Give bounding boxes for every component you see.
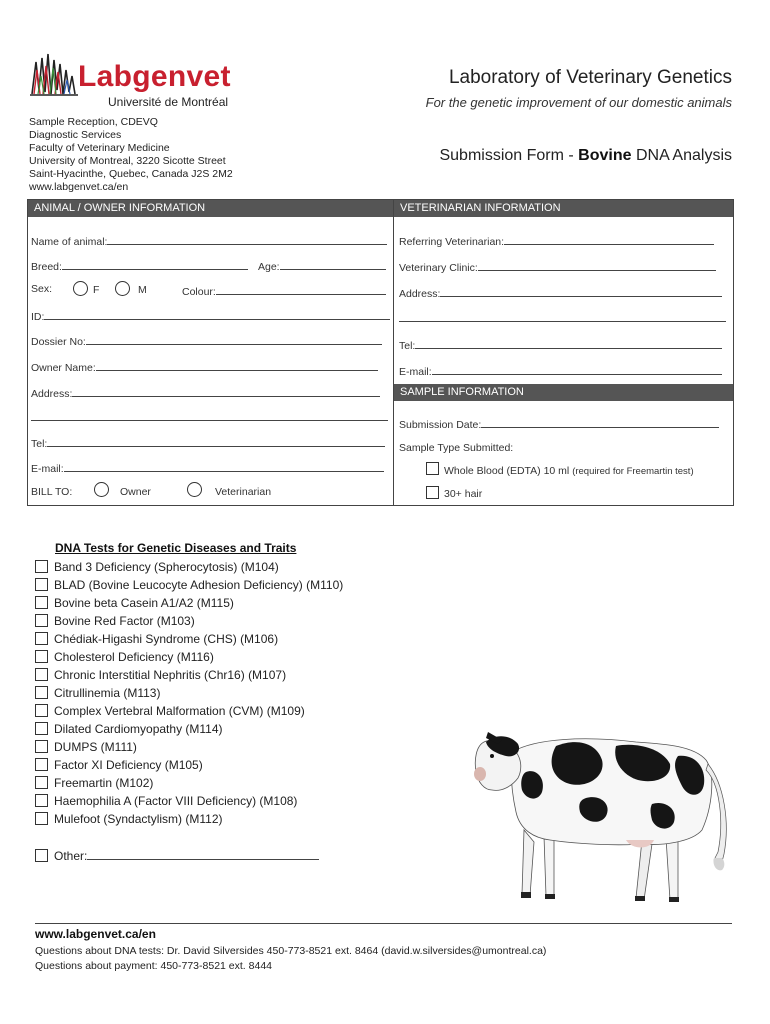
animal-name-field[interactable]	[31, 234, 387, 248]
test-checkbox[interactable]	[35, 758, 48, 771]
address-line: University of Montreal, 3220 Sicotte Street	[29, 155, 226, 167]
dossier-line[interactable]	[86, 334, 382, 345]
hair-checkbox[interactable]	[426, 486, 439, 499]
test-checkbox[interactable]	[35, 704, 48, 717]
dossier-label: Dossier No:	[31, 336, 86, 348]
lab-subtitle: For the genetic improvement of our domestic animals	[425, 95, 732, 110]
veterinarian-header: VETERINARIAN INFORMATION	[394, 200, 733, 217]
vet-email-label: E-mail:	[399, 366, 432, 378]
owner-email-line[interactable]	[64, 461, 384, 472]
test-label: BLAD (Bovine Leucocyte Adhesion Deficiency) (M110)	[54, 578, 344, 592]
age-field[interactable]	[258, 259, 386, 273]
owner-email-field[interactable]	[31, 461, 384, 475]
form-border-right	[733, 199, 734, 506]
test-checkbox[interactable]	[35, 686, 48, 699]
submission-date-label: Submission Date:	[399, 419, 482, 431]
colour-line[interactable]	[216, 284, 386, 295]
form-title-suffix: DNA Analysis	[631, 147, 732, 164]
holstein-cow-image	[466, 712, 756, 912]
id-field[interactable]	[31, 309, 390, 323]
referring-vet-field[interactable]	[399, 234, 714, 248]
lab-title: Laboratory of Veterinary Genetics	[448, 67, 732, 88]
other-test-item[interactable]	[35, 847, 319, 865]
test-item[interactable]	[35, 576, 343, 594]
address-line: Sample Reception, CDEVQ	[29, 116, 158, 128]
test-label: Citrullinemia (M113)	[54, 686, 161, 700]
test-label: Band 3 Deficiency (Spherocytosis) (M104)	[54, 560, 279, 574]
test-item[interactable]	[35, 684, 160, 702]
test-item[interactable]	[35, 666, 286, 684]
vet-address-field[interactable]	[399, 286, 722, 300]
vet-clinic-line[interactable]	[478, 260, 716, 271]
test-checkbox[interactable]	[35, 650, 48, 663]
submission-date-field[interactable]	[399, 417, 719, 431]
bill-owner-label: Owner	[120, 486, 151, 498]
test-label: Haemophilia A (Factor VIII Deficiency) (M108)	[54, 794, 298, 808]
test-label: Factor XI Deficiency (M105)	[54, 758, 203, 772]
test-checkbox[interactable]	[35, 740, 48, 753]
test-item[interactable]	[35, 792, 297, 810]
test-item[interactable]	[35, 738, 137, 756]
referring-vet-line[interactable]	[504, 234, 714, 245]
test-item[interactable]	[35, 630, 278, 648]
breed-field[interactable]	[31, 259, 248, 273]
test-checkbox[interactable]	[35, 722, 48, 735]
test-item[interactable]	[35, 756, 203, 774]
test-checkbox[interactable]	[35, 578, 48, 591]
whole-blood-option	[444, 465, 694, 477]
test-checkbox[interactable]	[35, 812, 48, 825]
test-label: Bovine beta Casein A1/A2 (M115)	[54, 596, 234, 610]
other-checkbox[interactable]	[35, 849, 48, 862]
test-label: Freemartin (M102)	[54, 776, 154, 790]
form-divider	[393, 199, 394, 506]
address-line: www.labgenvet.ca/en	[29, 181, 129, 193]
breed-label: Breed:	[31, 261, 62, 273]
animal-name-line[interactable]	[107, 234, 387, 245]
test-label: Dilated Cardiomyopathy (M114)	[54, 722, 223, 736]
vet-tel-label: Tel:	[399, 340, 416, 352]
test-label: Bovine Red Factor (M103)	[54, 614, 195, 628]
breed-line[interactable]	[62, 259, 248, 270]
id-label: ID:	[31, 311, 45, 323]
bill-vet-radio[interactable]	[187, 482, 202, 497]
address-line: Diagnostic Services	[29, 129, 122, 141]
test-item[interactable]	[35, 774, 153, 792]
sex-m-label: M	[138, 284, 147, 296]
whole-blood-note: (required for Freemartin test)	[572, 466, 694, 477]
vet-address-line[interactable]	[440, 286, 722, 297]
test-item[interactable]	[35, 810, 223, 828]
form-title-prefix: Submission Form -	[439, 147, 579, 164]
owner-tel-field[interactable]	[31, 436, 385, 450]
id-line[interactable]	[44, 309, 390, 320]
other-label: Other:	[54, 849, 88, 863]
test-checkbox[interactable]	[35, 776, 48, 789]
test-checkbox[interactable]	[35, 668, 48, 681]
vet-email-line[interactable]	[432, 364, 722, 375]
test-checkbox[interactable]	[35, 632, 48, 645]
reception-address	[29, 116, 233, 194]
dna-peaks-icon	[30, 50, 80, 100]
test-checkbox[interactable]	[35, 614, 48, 627]
owner-address-line-2[interactable]	[31, 420, 388, 421]
bill-owner-radio[interactable]	[94, 482, 109, 497]
whole-blood-label: Whole Blood (EDTA) 10 ml	[444, 465, 570, 477]
sex-f-label: F	[93, 284, 100, 296]
address-line: Saint-Hyacinthe, Quebec, Canada J2S 2M2	[29, 168, 233, 180]
test-item[interactable]	[35, 594, 234, 612]
sex-f-radio[interactable]	[73, 281, 88, 296]
submission-date-line[interactable]	[481, 417, 719, 428]
test-checkbox[interactable]	[35, 560, 48, 573]
owner-name-field[interactable]	[31, 360, 378, 374]
address-line: Faculty of Veterinary Medicine	[29, 142, 170, 154]
other-line[interactable]	[87, 847, 319, 860]
tests-heading: DNA Tests for Genetic Diseases and Traits	[55, 541, 297, 555]
owner-email-label: E-mail:	[31, 463, 64, 475]
vet-address-line-2[interactable]	[399, 321, 726, 322]
test-item[interactable]	[35, 558, 279, 576]
owner-tel-line[interactable]	[47, 436, 385, 447]
sample-info-header: SAMPLE INFORMATION	[394, 384, 733, 401]
test-label: Chronic Interstitial Nephritis (Chr16) (M107)	[54, 668, 287, 682]
logo-wordmark: Labgenvet	[78, 60, 231, 93]
test-label: DUMPS (M111)	[54, 740, 137, 754]
hair-label: 30+ hair	[444, 488, 483, 500]
vet-address-label: Address:	[399, 288, 441, 300]
footer-url[interactable]: www.labgenvet.ca/en	[35, 927, 156, 941]
test-label: Complex Vertebral Malformation (CVM) (M109)	[54, 704, 305, 718]
vet-email-field[interactable]	[399, 364, 722, 378]
test-item[interactable]	[35, 720, 223, 738]
owner-address-field[interactable]	[31, 386, 380, 400]
vet-tel-line[interactable]	[415, 338, 722, 349]
owner-address-label: Address:	[31, 388, 73, 400]
test-item[interactable]	[35, 702, 305, 720]
referring-vet-label: Referring Veterinarian:	[399, 236, 505, 248]
animal-name-label: Name of animal:	[31, 236, 108, 248]
sample-type-label: Sample Type Submitted:	[399, 442, 514, 454]
vet-tel-field[interactable]	[399, 338, 722, 352]
sex-m-radio[interactable]	[115, 281, 130, 296]
test-label: Chédiak-Higashi Syndrome (CHS) (M106)	[54, 632, 279, 646]
form-border-left	[27, 199, 28, 506]
form-title-species: Bovine	[578, 147, 632, 164]
logo-subtitle: Université de Montréal	[108, 95, 229, 109]
test-item[interactable]	[35, 648, 214, 666]
owner-address-line[interactable]	[72, 386, 380, 397]
colour-field[interactable]	[182, 284, 386, 298]
test-checkbox[interactable]	[35, 794, 48, 807]
whole-blood-checkbox[interactable]	[426, 462, 439, 475]
owner-tel-label: Tel:	[31, 438, 48, 450]
owner-name-line[interactable]	[96, 360, 378, 371]
payment-questions: Questions about payment: 450-773-8521 ext. 8444	[35, 960, 272, 972]
form-title	[439, 147, 732, 165]
vet-clinic-field[interactable]	[399, 260, 716, 274]
footer-rule	[35, 923, 732, 924]
test-label: Cholesterol Deficiency (M116)	[54, 650, 214, 664]
test-checkbox[interactable]	[35, 596, 48, 609]
colour-label: Colour:	[182, 286, 216, 298]
sex-label: Sex:	[31, 283, 53, 295]
dna-questions: Questions about DNA tests: Dr. David Silversides 450-773-8521 ext. 8464 (david.w.silversides@umontreal.ca)	[35, 945, 547, 957]
age-line[interactable]	[280, 259, 386, 270]
age-label: Age:	[258, 261, 280, 273]
bill-to-label: BILL TO:	[31, 486, 73, 498]
dossier-field[interactable]	[31, 334, 382, 348]
vet-clinic-label: Veterinary Clinic:	[399, 262, 478, 274]
test-item[interactable]	[35, 612, 195, 630]
form-border-bottom	[27, 505, 734, 506]
test-label: Mulefoot (Syndactylism) (M112)	[54, 812, 223, 826]
bill-vet-label: Veterinarian	[215, 486, 272, 498]
owner-name-label: Owner Name:	[31, 362, 96, 374]
animal-owner-header: ANIMAL / OWNER INFORMATION	[28, 200, 393, 217]
